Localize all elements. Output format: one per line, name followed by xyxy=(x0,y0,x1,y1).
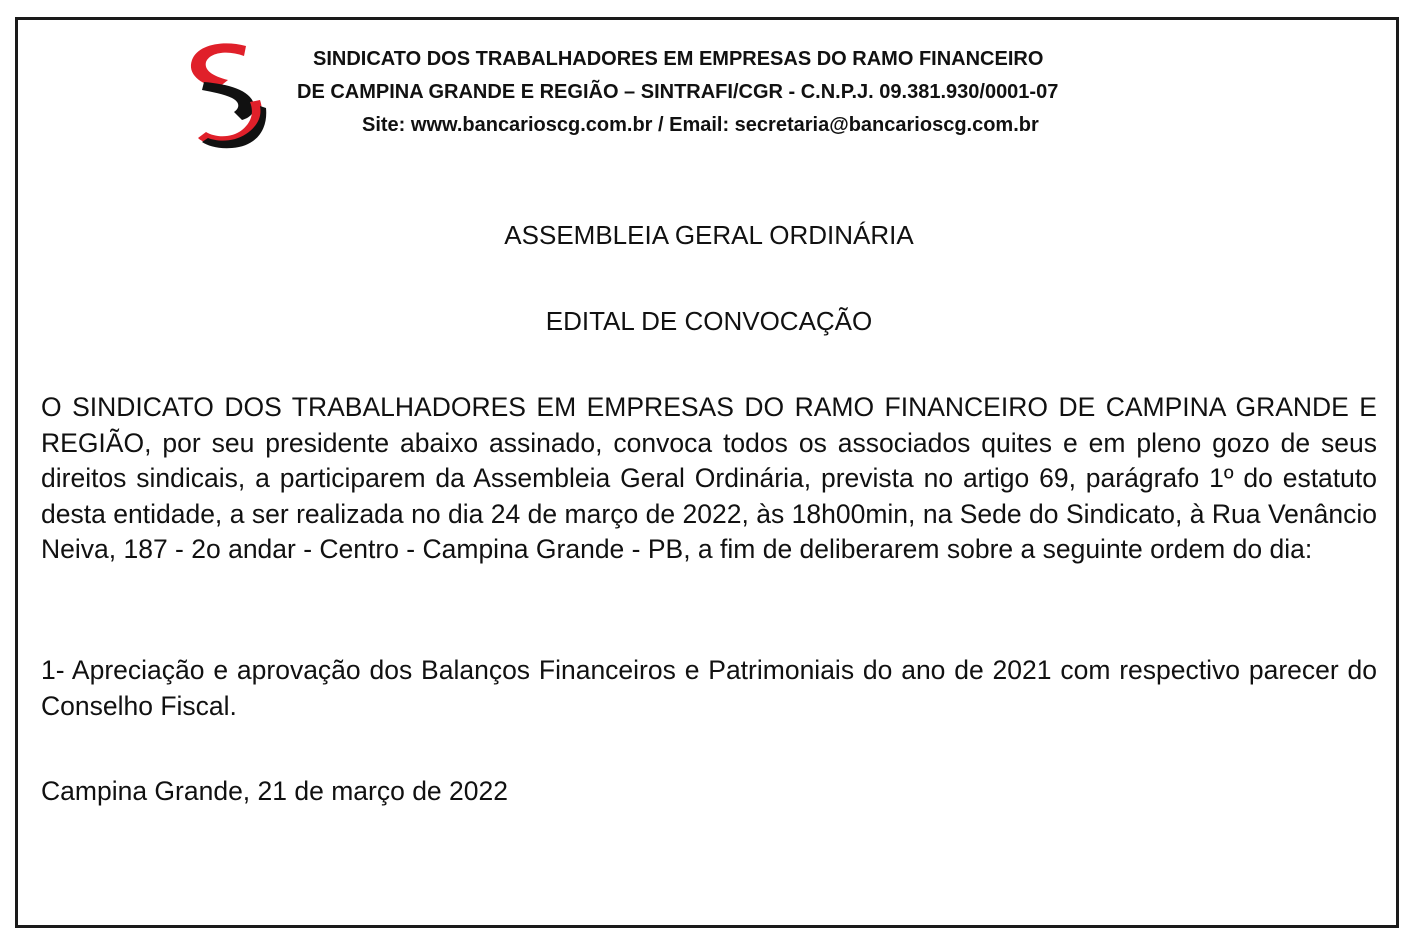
document-subtitle: EDITAL DE CONVOCAÇÃO xyxy=(545,306,873,336)
place-date: Campina Grande, 21 de março de 2022 xyxy=(41,776,508,806)
document-title: ASSEMBLEIA GERAL ORDINÁRIA xyxy=(504,220,914,250)
agenda-item: 1- Apreciação e aprovação dos Balanços Financeiros e Patrimoniais do ano de 2021 com respectivo parecer do Conselho Fiscal. xyxy=(41,655,1377,721)
union-name-line: SINDICATO DOS TRABALHADORES EM EMPRESAS DO RAMO FINANCEIRO xyxy=(313,48,1044,70)
logo-black-middle-stroke xyxy=(202,82,254,120)
convocation-paragraph: O SINDICATO DOS TRABALHADORES EM EMPRESAS DO RAMO FINANCEIRO DE CAMPINA GRANDE E REGIÃO, por seu presidente abaixo assinado, convoca todos os associados quites e em pleno gozo de seus direitos sindicais, a participarem da Assembleia Geral Ordinária, prevista no artigo 69, parágrafo 1º do estatuto desta entidade, a ser realizada no dia 24 de março de 2022, às 18h00min, na Sede do Sindicato, à Rua Venâncio Neiva, 187 - 2o andar - Centro - Campina Grande - PB, a fim de deliberarem sobre a seguinte ordem do dia: xyxy=(41,392,1377,564)
sintrafi-logo-icon xyxy=(184,38,268,150)
union-region-cnpj-line: DE CAMPINA GRANDE E REGIÃO – SINTRAFI/CGR - C.N.P.J. 09.381.930/0001-07 xyxy=(297,81,1059,103)
union-contact-line: Site: www.bancarioscg.com.br / Email: secretaria@bancarioscg.com.br xyxy=(362,114,1039,136)
logo-red-top-stroke xyxy=(191,43,246,88)
